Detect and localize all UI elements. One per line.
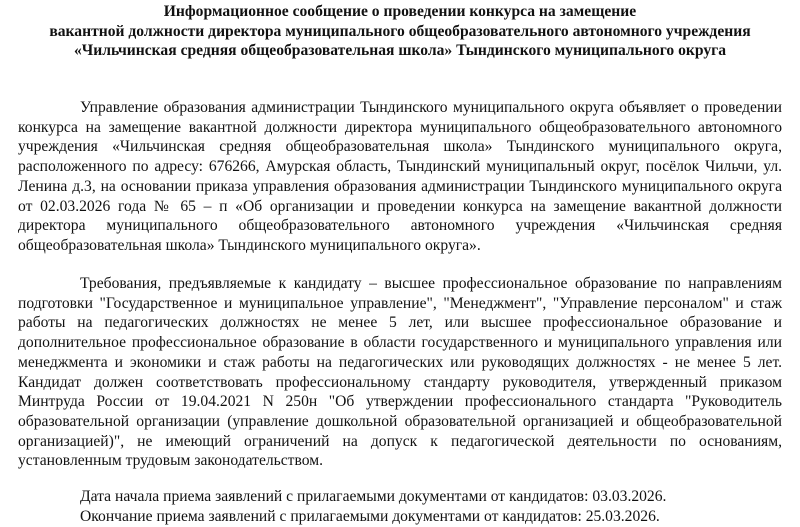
title-line-1: Информационное сообщение о проведении конкурса на замещение	[163, 3, 637, 20]
application-end-date: Окончание приема заявлений с прилагаемыми документами от кандидатов: 25.03.2026.	[80, 508, 660, 525]
document-title	[0, 2, 800, 61]
requirements-paragraph: Требования, предъявляемые к кандидату – высшее профессиональное образование по направлениям подготовки "Государственное и муниципальное управление", "Менеджмент", "Управление персоналом" и стаж работы на педагогических должностях не менее 5 лет, или высшее профессиональное образование и дополнительное профессиональное образование в области государственного и муниципального управления или менеджмента и экономики и стаж работы на педагогических или руководящих должностях - не менее 5 лет. Кандидат должен соответствовать профессиональному стандарту руководителя, утвержденный приказом Минтруда России от 19.04.2021 N 250н "Об утверждении профессионального стандарта "Руководитель образовательной организации (управление дошкольной образовательной организацией и общеобразовательной организацией)", не имеющий ограничений на допуск к педагогической деятельности по основаниям, установленным трудовым законодательством.	[18, 275, 782, 470]
title-line-2: вакантной должности директора муниципального общеобразовательного автономного учреждения	[49, 22, 751, 40]
title-line-3: «Чильчинская средняя общеобразовательная школа» Тындинского муниципального округа	[73, 42, 727, 59]
application-start-date: Дата начала приема заявлений с прилагаемыми документами от кандидатов: 03.03.2026.	[80, 488, 667, 505]
announcement-paragraph: Управление образования администрации Тындинского муниципального округа объявляет о проведении конкурса на замещение вакантной должности директора муниципального общеобразовательного автономного учреждения «Чильчинская средняя общеобразовательная школа» Тындинского муниципального округа, расположенного по адресу: 676266, Амурская область, Тындинский муниципальный округ, посёлок Чильчи, ул. Ленина д.3, на основании приказа управления образования администрации Тындинского муниципального округа от 02.03.2026 года № 65 – п «Об организации и проведении конкурса на замещение вакантной должности директора муниципального общеобразовательного автономного учреждения «Чильчинская средняя общеобразовательная школа» Тындинского муниципального округа».	[18, 99, 782, 254]
